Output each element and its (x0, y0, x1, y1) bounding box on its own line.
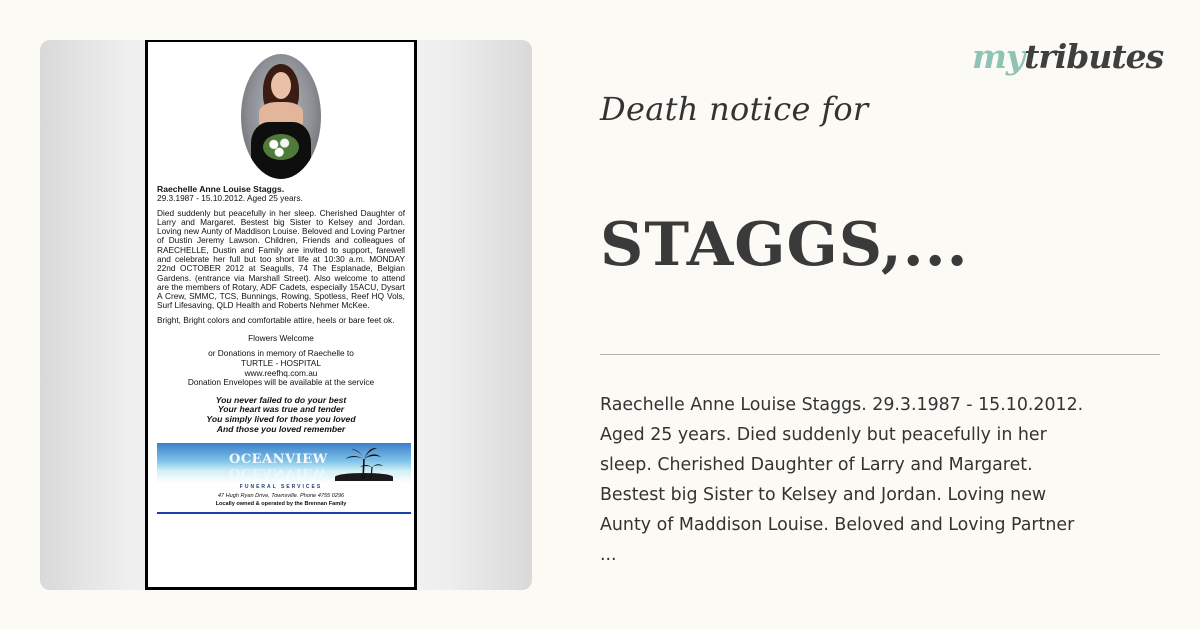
deceased-surname: STAGGS,... (600, 210, 969, 280)
section-divider (600, 354, 1160, 355)
brand-tributes: tributes (1024, 37, 1164, 76)
palm-tree-icon (343, 445, 383, 479)
poem-line: You never failed to do your best (215, 394, 347, 405)
poem-line: You simply lived for those you loved (206, 414, 356, 425)
notice-poem (157, 396, 405, 436)
notice-bottom-rule (157, 512, 411, 514)
notice-charity: TURTLE - HOSPITAL (241, 358, 321, 369)
brand-my: my (972, 37, 1025, 76)
notice-body: Died suddenly but peacefully in her sleep. Cherished Daughter of Larry and Margaret. Bestest big Sister to Kelsey and Jordan. Loving new Aunty of Maddison Louise. Beloved and Loving Partner of Dustin Jeremy Lawson. Children, Friends and colleagues of RAECHELLE, Dustin and Family are invited to support, farewell and celebrate her full but too short life at 10:30 a.m. MONDAY 22nd OCTOBER 2012 at Seagulls, 74 The Esplanade, Belgian Gardens. (entrance via Marshall Street). Also welcome to attend are the members of Rotary, ADF Cadets, especially 15ACU, Dysart A Crew, SMMC, TCS, Bunnings, Rowing, Spotless, Reef HQ Vols, Surf Lifesaving, QLD Health and Roberts Nehmer McKee. (157, 207, 405, 311)
funeral-director-logo (157, 443, 411, 483)
poem-line: And those you loved remember (216, 424, 346, 435)
poem-line: Your heart was true and tender (217, 404, 345, 415)
notice-dates: 29.3.1987 - 15.10.2012. Aged 25 years. (157, 193, 303, 204)
notice-attire: Bright, Bright colors and comfortable attire, heels or bare feet ok. (157, 314, 395, 325)
funeral-owned: Locally owned & operated by the Brennan Family (215, 501, 347, 508)
mytributes-logo[interactable] (972, 37, 1164, 76)
funeral-address: 47 Hugh Ryan Drive, Townsville. Phone 4755 0296 (217, 493, 345, 500)
newspaper-notice (145, 40, 417, 590)
notice-website: www.reefhq.com.au (244, 367, 318, 378)
notice-flowers: Flowers Welcome (248, 332, 314, 343)
funeral-logo-text: OCEANVIEW (229, 452, 328, 468)
death-notice-heading: Death notice for (600, 90, 869, 128)
notice-envelopes: Donation Envelopes will be available at the service (187, 377, 375, 388)
notice-name: Raechelle Anne Louise Staggs. (157, 184, 285, 194)
notice-excerpt: Raechelle Anne Louise Staggs. 29.3.1987 - 15.10.2012. Aged 25 years. Died suddenly but peacefully in her sleep. Cherished Daughter of Larry and Margaret. Bestest big Sister to Kelsey and Jordan. Loving new Aunty of Maddison Louise. Beloved and Loving Partner ... (600, 395, 1084, 565)
funeral-logo-reflection: OCEANVIEW (229, 465, 328, 481)
notice-image-panel (40, 40, 532, 590)
funeral-subtitle: FUNERAL SERVICES (239, 484, 323, 491)
notice-donations-intro: or Donations in memory of Raechelle to (208, 348, 354, 359)
portrait-photo (241, 54, 321, 179)
